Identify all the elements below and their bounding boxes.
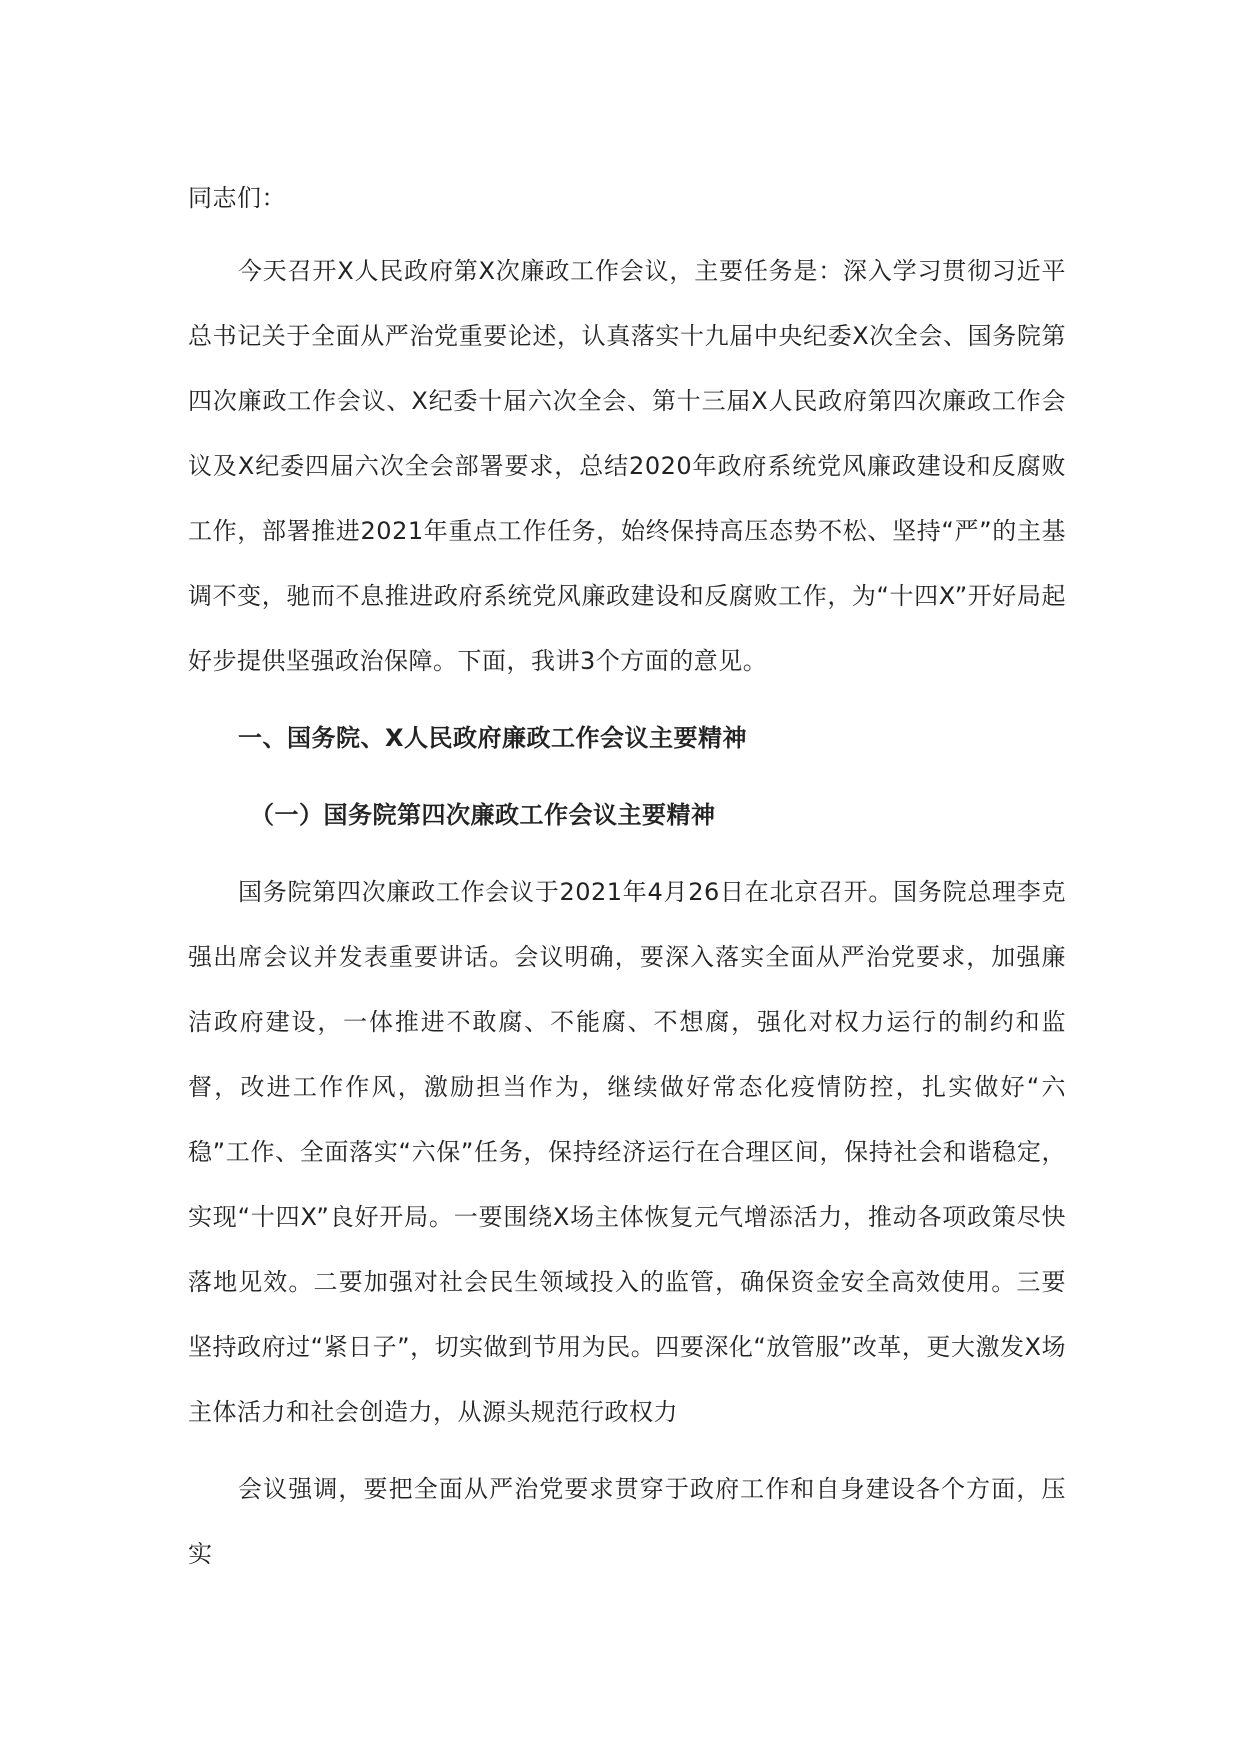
- last-paragraph: 会议强调，要把全面从严治党要求贯穿于政府工作和自身建设各个方面，压实: [188, 1475, 1066, 1568]
- subsection-heading: （一）国务院第四次廉政工作会议主要精神: [250, 801, 716, 829]
- salutation: 同志们：: [188, 184, 286, 212]
- section-heading: 一、国务院、X人民政府廉政工作会议主要精神: [238, 724, 748, 752]
- body-paragraph: 国务院第四次廉政工作会议于2021年4月26日在北京召开。国务院总理李克强出席会议并发表重要讲话。会议明确，要深入落实全面从严治党要求，加强廉洁政府建设，一体推进不敢腐、不能腐、不想腐，强化对权力运行的制约和监督，改进工作作风，激励担当作为，继续做好常态化疫情防控，扎实做好“六稳”工作、全面落实“六保”任务，保持经济运行在合理区间，保持社会和谐稳定，实现“十四X”良好开局。一要围绕X场主体恢复元气增添活力，推动各项政策尽快落地见效。二要加强对社会民生领域投入的监管，确保资金安全高效使用。三要坚持政府过“紧日子”，切实做到节用为民。四要深化“放管服”改革，更大激发X场主体活力和社会创造力，从源头规范行政权力: [188, 878, 1066, 1426]
- document-body: [188, 166, 1066, 1599]
- intro-paragraph: 今天召开X人民政府第X次廉政工作会议，主要任务是：深入学习贯彻习近平总书记关于全面从严治党重要论述，认真落实十九届中央纪委X次全会、国务院第四次廉政工作会议、X纪委十届六次全会、第十三届X人民政府第四次廉政工作会议及X纪委四届六次全会部署要求，总结2020年政府系统党风廉政建设和反腐败工作，部署推进2021年重点工作任务，始终保持高压态势不松、坚持“严”的主基调不变，驰而不息推进政府系统党风廉政建设和反腐败工作，为“十四X”开好局起好步提供坚强政治保障。下面，我讲3个方面的意见。: [188, 257, 1066, 675]
